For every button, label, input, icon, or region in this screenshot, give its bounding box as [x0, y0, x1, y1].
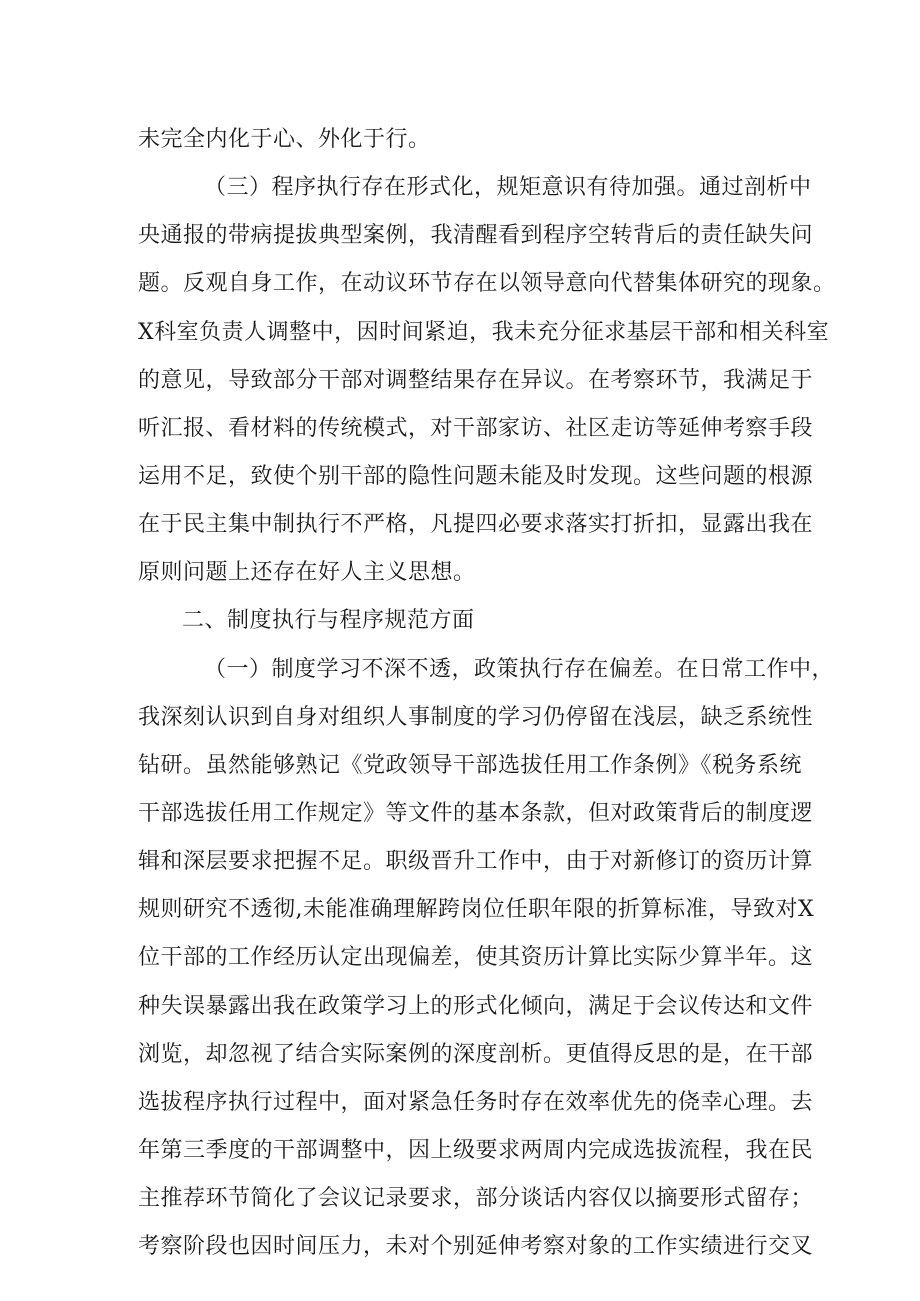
text-line: 的意见，导致部分干部对调整结果存在异议。在考察环节，我满足于 — [138, 367, 814, 393]
text-line: 听汇报、看材料的传统模式，对干部家访、社区走访等延伸考察手段 — [138, 415, 814, 441]
text-line: 辑和深层要求把握不足。职级晋升工作中，由于对新修订的资历计算 — [138, 849, 814, 875]
text-line: 未完全内化于心、外化于行。 — [138, 127, 431, 152]
text-line: 运用不足，致使个别干部的隐性问题未能及时发现。这些问题的根源 — [138, 463, 814, 489]
text-line: 干部选拔任用工作规定》等文件的基本条款，但对政策背后的制度逻 — [138, 800, 814, 826]
text-line: 种失误暴露出我在政策学习上的形式化倾向，满足于会议传达和文件 — [138, 993, 814, 1019]
text-line: X科室负责人调整中，因时间紧迫，我未充分征求基层干部和相关科室 — [138, 319, 830, 345]
text-line: 钻研。虽然能够熟记《党政领导干部选拔任用工作条例》《税务系统 — [138, 752, 803, 778]
text-line: 我深刻认识到自身对组织人事制度的学习仍停留在浅层，缺乏系统性 — [138, 704, 814, 730]
text-line: 央通报的带病提拔典型案例，我清醒看到程序空转背后的责任缺失问 — [138, 223, 814, 249]
text-line: 在于民主集中制执行不严格，凡提四必要求落实打折扣，显露出我在 — [138, 512, 814, 538]
text-line: 选拔程序执行过程中，面对紧急任务时存在效率优先的侥幸心理。去 — [138, 1089, 814, 1115]
document-body — [138, 116, 836, 1271]
text-line: 题。反观自身工作，在动议环节存在以领导意向代替集体研究的现象。 — [138, 271, 836, 297]
paragraph-first-line: （一）制度学习不深不透，政策执行存在偏差。在日常工作中， — [204, 656, 835, 682]
paragraph-first-line: （三）程序执行存在形式化，规矩意识有待加强。通过剖析中 — [204, 175, 812, 201]
text-line: 位干部的工作经历认定出现偏差，使其资历计算比实际少算半年。这 — [138, 945, 814, 971]
text-line: 考察阶段也因时间压力，未对个别延伸考察对象的工作实绩进行交叉 — [138, 1234, 814, 1260]
text-line: 年第三季度的干部调整中，因上级要求两周内完成选拔流程，我在民 — [138, 1137, 814, 1163]
text-line: 规则研究不透彻,未能准确理解跨岗位任职年限的折算标准，导致对X — [138, 897, 815, 923]
text-line: 浏览，却忽视了结合实际案例的深度剖析。更值得反思的是，在干部 — [138, 1041, 814, 1067]
section-heading: 二、制度执行与程序规范方面 — [182, 608, 475, 634]
text-line: 原则问题上还存在好人主义思想。 — [138, 560, 476, 586]
text-line: 主推荐环节简化了会议记录要求，部分谈话内容仅以摘要形式留存； — [138, 1186, 814, 1212]
